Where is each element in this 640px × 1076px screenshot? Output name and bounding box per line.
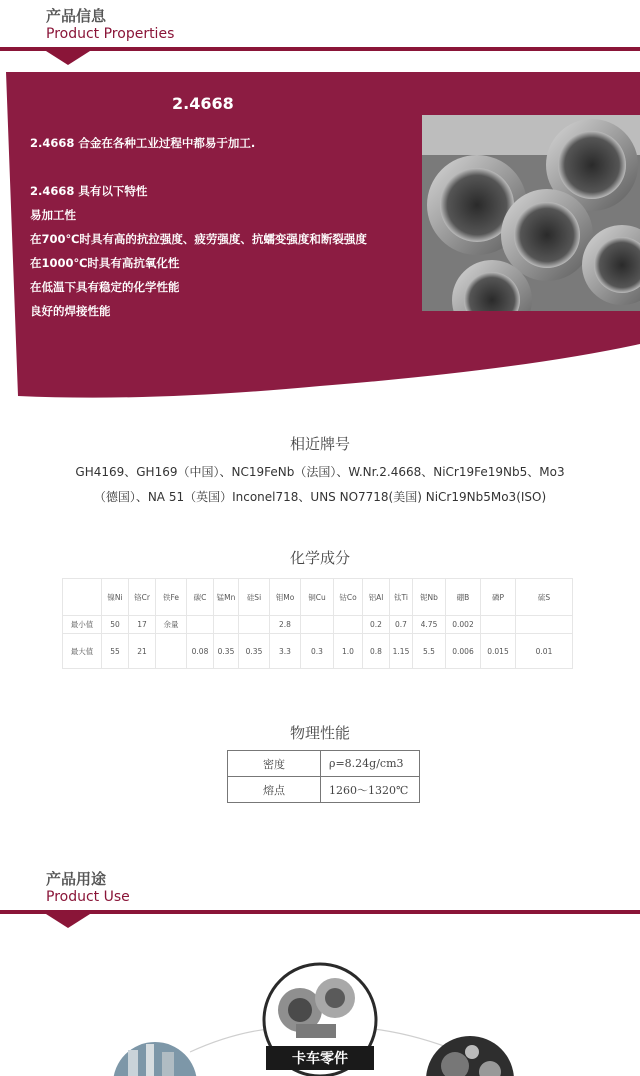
table-cell: 0.015 [481,634,516,669]
feature-line: 2.4668 合金在各种工业过程中都易于加工. [30,136,256,150]
similar-grades-text [60,460,580,510]
table-header-cell: 锰Mn [214,579,239,616]
use-title-zh: 产品用途 [46,870,107,888]
table-header-cell: 铝Al [363,579,390,616]
truck-parts-label: 卡车零件 [292,1051,348,1067]
table-cell: 余量 [156,616,187,634]
property-value: ρ=8.24g/cm3 [321,751,420,777]
table-cell: 2.8 [270,616,301,634]
table-cell: 0.35 [214,634,239,669]
feature-line: 在低温下具有稳定的化学性能 [30,280,180,294]
table-row [63,634,573,669]
property-name: 密度 [228,751,321,777]
table-cell: 5.5 [413,634,446,669]
gears-photo-icon [426,1036,514,1076]
machinery-photo-icon [113,1042,197,1076]
property-value: 1260～1320℃ [321,777,420,803]
table-cell: 1.0 [334,634,363,669]
table-header-cell: 磷P [481,579,516,616]
feature-line [30,155,420,179]
use-section-title [46,870,130,906]
table-cell: 0.08 [187,634,214,669]
table-cell [334,616,363,634]
table-header-cell [63,579,102,616]
table-cell [301,616,334,634]
grades-line: （德国）、NA 51（英国）Inconel718、UNS NO7718(美国) NiCr19Nb5Mo3(ISO) [93,490,547,504]
use-title-en: Product Use [46,889,130,905]
feature-line: 易加工性 [30,208,76,222]
feature-line: 在1000℃时具有高抗氧化性 [30,256,180,270]
table-cell: 1.15 [390,634,413,669]
table-cell [156,634,187,669]
table-header-cell: 镍Ni [102,579,129,616]
chemical-heading: 化学成分 [289,549,350,567]
table-cell: 0.006 [446,634,481,669]
table-header-cell: 铌Nb [413,579,446,616]
product-grade-title: 2.4668 [172,94,234,113]
table-header-cell: 碳C [187,579,214,616]
table-cell: 3.3 [270,634,301,669]
table-cell: 最大值 [63,634,102,669]
table-header-row [63,579,573,616]
table-cell: 0.01 [516,634,573,669]
table-cell: 0.002 [446,616,481,634]
table-header-cell: 铬Cr [129,579,156,616]
steel-pipes-photo-icon [422,115,640,311]
property-name: 熔点 [228,777,321,803]
section-divider [0,47,640,51]
feature-line: 良好的焊接性能 [30,304,111,318]
table-cell: 0.2 [363,616,390,634]
table-cell: 50 [102,616,129,634]
divider-notch-icon [46,914,90,928]
table-cell [187,616,214,634]
table-cell: 21 [129,634,156,669]
table-header-cell: 铁Fe [156,579,187,616]
properties-section-title [46,7,174,43]
product-use-diagram [0,940,640,1076]
table-cell [214,616,239,634]
physical-properties-table [227,750,420,803]
properties-title-zh: 产品信息 [46,7,107,25]
divider-notch-icon [46,51,90,65]
table-cell [481,616,516,634]
table-cell: 55 [102,634,129,669]
grades-line: GH4169、GH169（中国）、NC19FeNb（法国）、W.Nr.2.4668、NiCr19Fe19Nb5、Mo3 [75,465,565,479]
table-cell: 最小值 [63,616,102,634]
table-header-cell: 硅Si [239,579,270,616]
table-row [63,616,573,634]
feature-line: 在700℃时具有高的抗拉强度、疲劳强度、抗蠕变强度和断裂强度 [30,232,367,246]
table-cell: 0.3 [301,634,334,669]
table-cell: 17 [129,616,156,634]
physical-heading: 物理性能 [289,724,350,742]
table-row [228,777,420,803]
table-row [228,751,420,777]
table-header-cell: 钼Mo [270,579,301,616]
table-cell: 0.35 [239,634,270,669]
table-cell: 4.75 [413,616,446,634]
table-header-cell: 铜Cu [301,579,334,616]
chemical-composition-table [62,578,573,669]
table-cell [239,616,270,634]
table-header-cell: 硼B [446,579,481,616]
similar-grades-heading: 相近牌号 [289,435,350,453]
table-header-cell: 钛Ti [390,579,413,616]
table-header-cell: 钴Co [334,579,363,616]
feature-line: 2.4668 具有以下特性 [30,184,148,198]
table-cell: 0.7 [390,616,413,634]
table-cell [516,616,573,634]
table-cell: 0.8 [363,634,390,669]
product-feature-list [30,131,420,323]
section-divider [0,910,640,914]
properties-title-en: Product Properties [46,26,175,42]
table-header-cell: 硫S [516,579,573,616]
